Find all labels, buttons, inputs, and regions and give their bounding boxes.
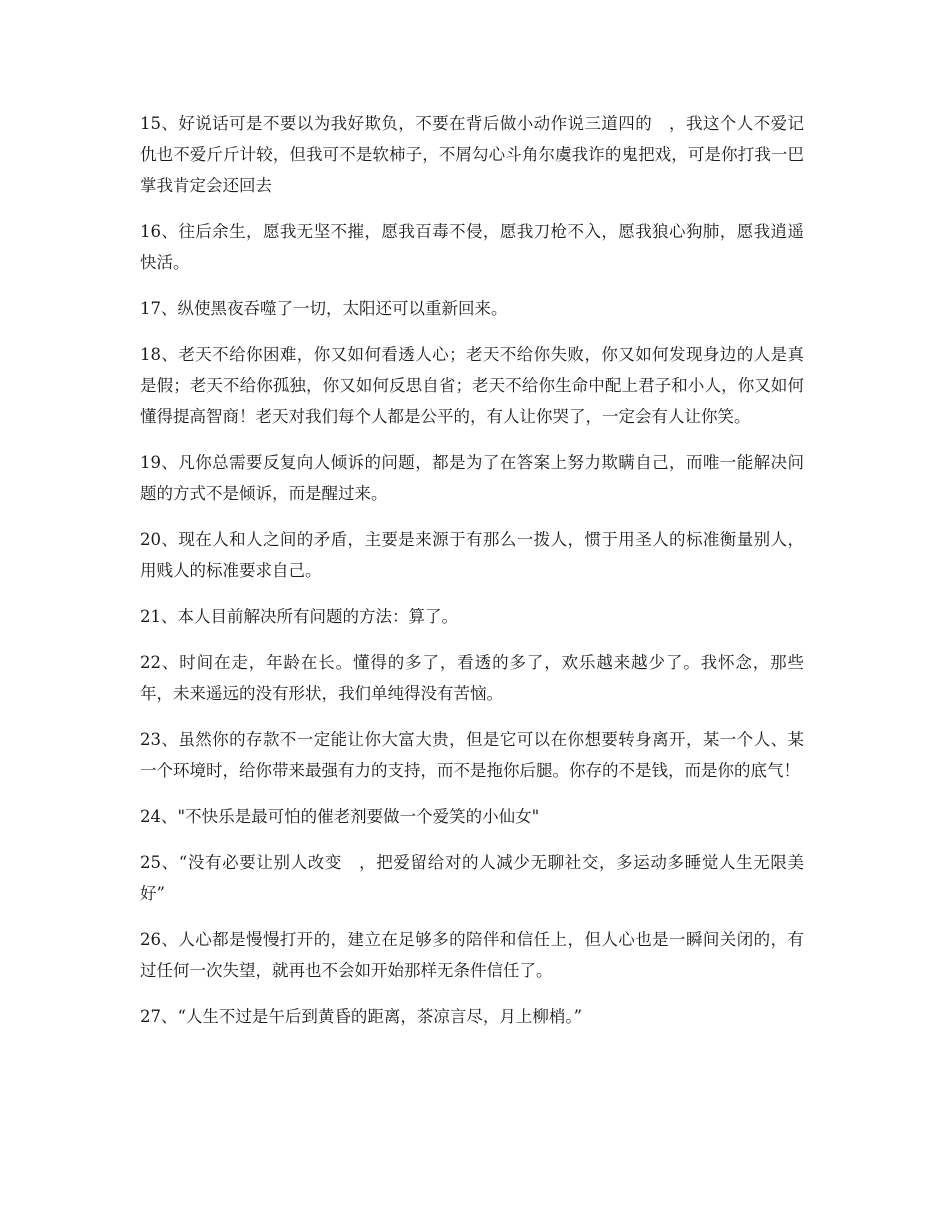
paragraph-20: 20、现在人和人之间的矛盾，主要是来源于有那么一拨人，惯于用圣人的标准衡量别人，用贱人的标准要求自己。 [140, 530, 804, 580]
paragraph-26: 26、人心都是慢慢打开的，建立在足够多的陪伴和信任上，但人心也是一瞬间关闭的，有过任何一次失望，就再也不会如开始那样无条件信任了。 [140, 930, 804, 980]
document-body [140, 108, 804, 1047]
paragraph-19: 19、凡你总需要反复向人倾诉的问题，都是为了在答案上努力欺瞒自己，而唯一能解决问题的方式不是倾诉，而是醒过来。 [140, 453, 804, 503]
paragraph-24: 24、"不快乐是最可怕的催老剂要做一个爱笑的小仙女" [140, 807, 540, 826]
paragraph-17: 17、纵使黑夜吞噬了一切，太阳还可以重新回来。 [140, 299, 508, 318]
paragraph-18: 18、老天不给你困难，你又如何看透人心；老天不给你失败，你又如何发现身边的人是真是假；老天不给你孤独，你又如何反思自省；老天不给你生命中配上君子和小人，你又如何懂得提高智商！老天对我们每个人都是公平的，有人让你哭了，一定会有人让你笑。 [140, 345, 804, 426]
paragraph-21: 21、本人目前解决所有问题的方法：算了。 [140, 607, 458, 626]
paragraph-27: 27、“人生不过是午后到黄昏的距离，茶凉言尽，月上柳梢。” [140, 1007, 583, 1026]
paragraph-25: 25、“没有必要让别人改变 ，把爱留给对的人减少无聊社交，多运动多睡觉人生无限美好” [140, 853, 804, 903]
paragraph-22: 22、时间在走，年龄在长。懂得的多了，看透的多了，欢乐越来越少了。我怀念，那些年，未来遥远的没有形状，我们单纯得没有苦恼。 [140, 653, 804, 703]
paragraph-15: 15、好说话可是不要以为我好欺负，不要在背后做小动作说三道四的 ，我这个人不爱记仇也不爱斤斤计较，但我可不是软柿子，不屑勾心斗角尔虞我诈的鬼把戏，可是你打我一巴掌我肯定会还回去 [140, 114, 804, 195]
paragraph-16: 16、往后余生，愿我无坚不摧，愿我百毒不侵，愿我刀枪不入，愿我狼心狗肺，愿我逍遥快活。 [140, 222, 804, 272]
paragraph-23: 23、虽然你的存款不一定能让你大富大贵，但是它可以在你想要转身离开，某一个人、某一个环境时，给你带来最强有力的支持，而不是拖你后腿。你存的不是钱，而是你的底气！ [140, 730, 804, 780]
